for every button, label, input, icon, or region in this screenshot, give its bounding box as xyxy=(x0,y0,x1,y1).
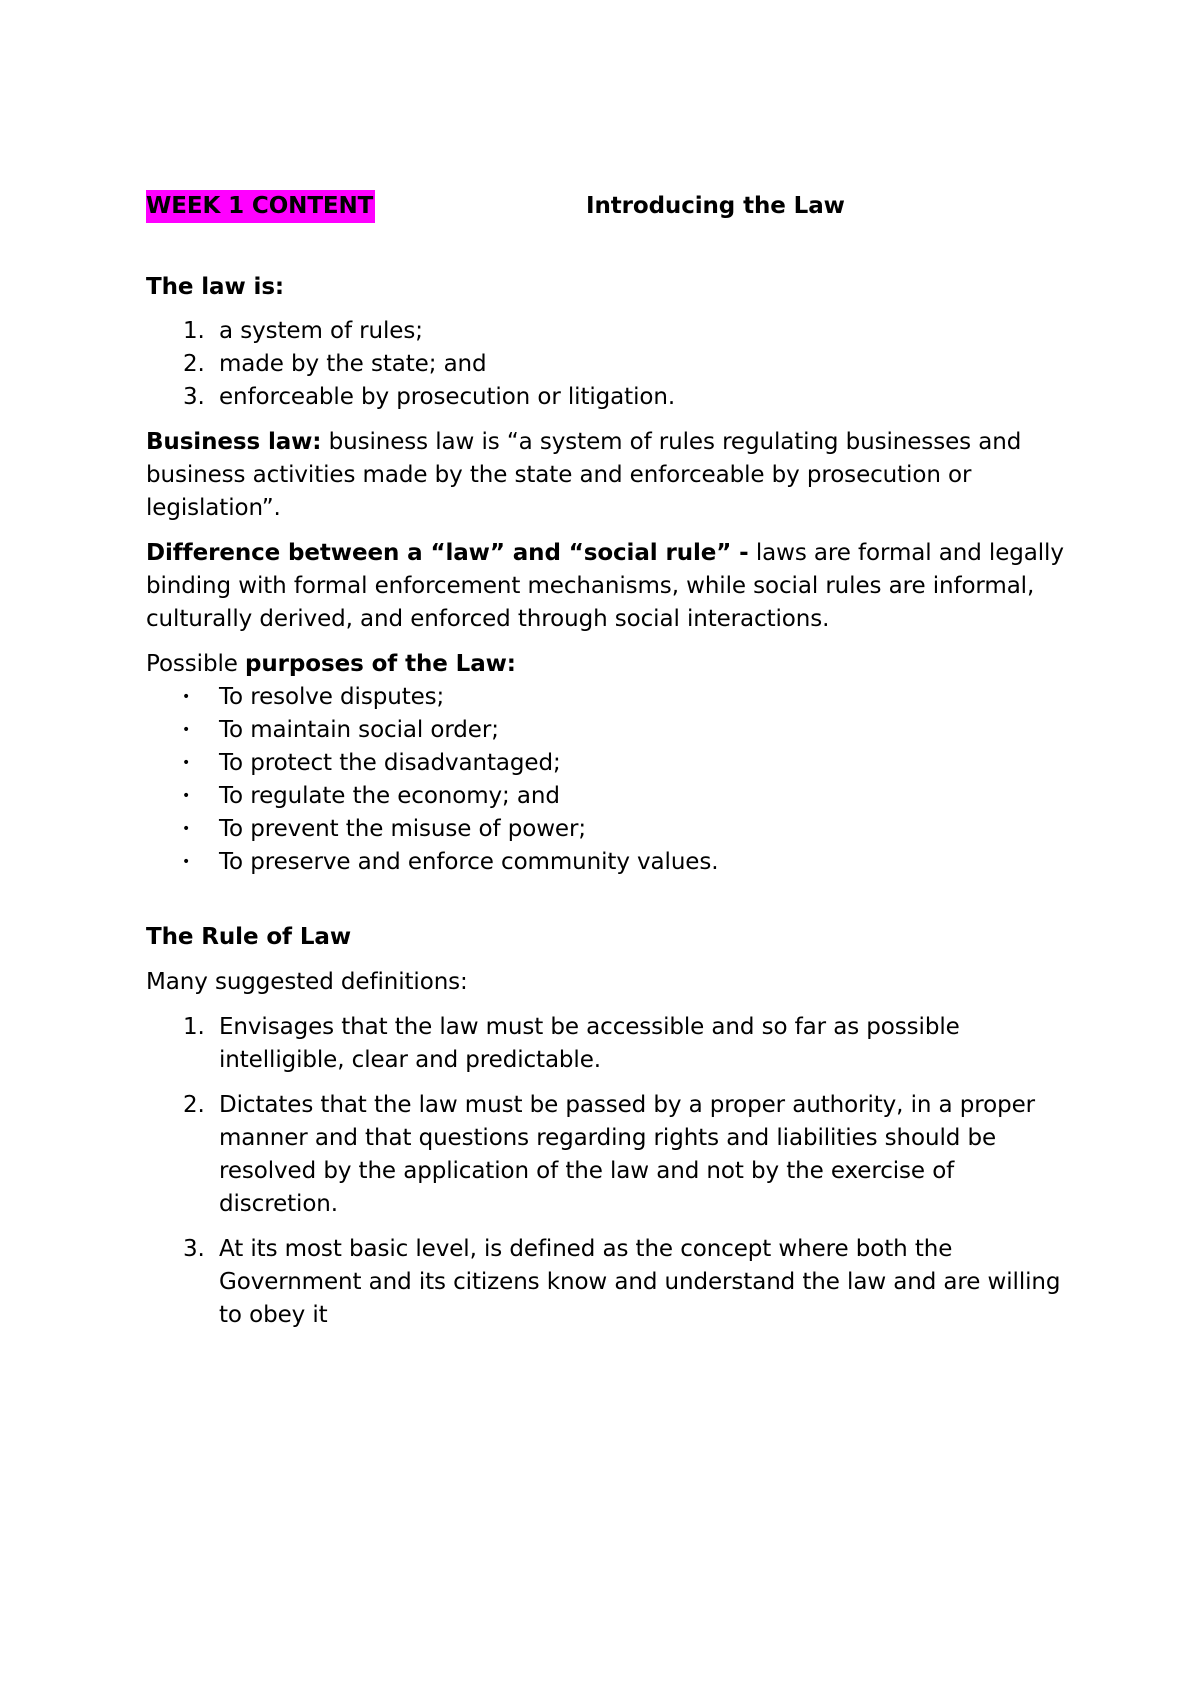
difference-paragraph xyxy=(146,537,1066,636)
purposes-prefix: Possible xyxy=(146,651,246,677)
business-law-term: Business law: xyxy=(146,429,322,455)
list-item xyxy=(146,681,1066,714)
bullet-icon: • xyxy=(182,788,191,804)
law-is-list xyxy=(146,315,1066,414)
bullet-icon: • xyxy=(182,821,191,837)
list-item-text: To protect the disadvantaged; xyxy=(219,750,561,776)
page-header xyxy=(146,190,1066,223)
list-number: 2. xyxy=(183,351,205,377)
list-item xyxy=(146,747,1066,780)
purposes-heading xyxy=(146,648,1066,681)
purposes-list xyxy=(146,681,1066,879)
bullet-icon: • xyxy=(182,854,191,870)
list-item-text: To preserve and enforce community values. xyxy=(219,849,719,875)
list-item xyxy=(146,813,1066,846)
list-item-text: To regulate the economy; and xyxy=(219,783,560,809)
list-number: 3. xyxy=(183,1236,205,1262)
list-item xyxy=(146,846,1066,879)
page-title: Introducing the Law xyxy=(586,193,845,219)
difference-text: laws are formal and legally binding with formal enforcement mechanisms, while social rules are informal, culturally derived, and enforced through social interactions. xyxy=(146,540,1064,632)
rule-of-law-heading: The Rule of Law xyxy=(146,924,351,950)
list-item xyxy=(146,780,1066,813)
list-item xyxy=(146,348,1066,381)
list-item-text: a system of rules; xyxy=(219,318,423,344)
difference-term: Difference between a “law” and “social rule” - xyxy=(146,540,749,566)
list-item xyxy=(146,1011,1066,1077)
rule-of-law-intro: Many suggested definitions: xyxy=(146,969,468,995)
list-number: 2. xyxy=(183,1092,205,1118)
list-item xyxy=(146,714,1066,747)
document-body xyxy=(146,190,1066,1332)
bullet-icon: • xyxy=(182,722,191,738)
list-item xyxy=(146,315,1066,348)
rule-of-law-list xyxy=(146,1011,1066,1332)
list-item-text: To prevent the misuse of power; xyxy=(219,816,586,842)
week-label: WEEK 1 CONTENT xyxy=(146,190,375,223)
list-number: 1. xyxy=(183,318,205,344)
list-item-text: enforceable by prosecution or litigation. xyxy=(219,384,676,410)
list-item-text: made by the state; and xyxy=(219,351,487,377)
law-is-heading: The law is: xyxy=(146,274,285,300)
list-item-text: Dictates that the law must be passed by a proper authority, in a proper manner and that questions regarding rights and liabilities should be resolved by the application of the law and not by the exercise of discretion. xyxy=(219,1092,1035,1217)
list-item-text: To maintain social order; xyxy=(219,717,499,743)
list-item-text: At its most basic level, is defined as the concept where both the Government and its citizens know and understand the law and are willing to obey it xyxy=(219,1236,1061,1328)
purposes-emphasis: purposes of the Law: xyxy=(245,651,516,677)
list-number: 3. xyxy=(183,384,205,410)
list-item xyxy=(146,1233,1066,1332)
list-item-text: To resolve disputes; xyxy=(219,684,445,710)
bullet-icon: • xyxy=(182,755,191,771)
list-item xyxy=(146,381,1066,414)
list-item xyxy=(146,1089,1066,1221)
bullet-icon: • xyxy=(182,689,191,705)
list-item-text: Envisages that the law must be accessible and so far as possible intelligible, clear and predictable. xyxy=(219,1014,960,1073)
business-law-paragraph xyxy=(146,426,1066,525)
list-number: 1. xyxy=(183,1014,205,1040)
business-law-definition: business law is “a system of rules regulating businesses and business activities made by the state and enforceable by prosecution or legislation”. xyxy=(146,429,1022,521)
